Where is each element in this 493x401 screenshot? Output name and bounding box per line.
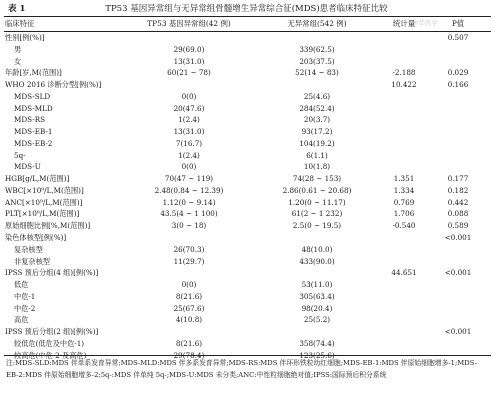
normal-group-value: 48(10.0) <box>301 244 333 254</box>
row-label: MDS-SLD <box>14 91 51 101</box>
normal-group-value: 61(2 ~ 1 232) <box>291 209 343 219</box>
abnormal-group-value: 3(0 ~ 18) <box>171 221 207 231</box>
normal-group-value: 20(3.7) <box>303 115 331 125</box>
row-label: MDS-EB-2 <box>14 138 53 148</box>
normal-group-value: 74(28 ~ 153) <box>292 174 342 184</box>
abnormal-group-value: 25(67.6) <box>173 303 205 313</box>
table-row <box>0 67 493 79</box>
abnormal-group-value: 0(0) <box>181 280 197 290</box>
normal-group-value: 2.86(0.61 ~ 20.68) <box>282 185 352 195</box>
statistic-value: 1.706 <box>393 209 415 219</box>
row-label: WHO 2016 诊断分型[例(%)] <box>5 80 102 90</box>
row-label: 复杂核型 <box>14 244 43 254</box>
p-value: 0.088 <box>447 209 469 219</box>
abnormal-group-value: 4(10.8) <box>175 315 203 325</box>
p-value: 0.029 <box>447 68 469 78</box>
table-row <box>0 32 493 44</box>
bottom-rule <box>4 355 491 356</box>
statistic-value: 10.422 <box>391 80 417 90</box>
abnormal-group-value: 60(21 ~ 78) <box>167 68 211 78</box>
row-label: MDS-EB-1 <box>14 127 53 137</box>
abnormal-group-value: 29(69.0) <box>173 44 205 54</box>
normal-group-value: 339(62.5) <box>299 44 335 54</box>
abnormal-group-value: 20(47.6) <box>173 103 205 113</box>
row-label: 性别[例(%)] <box>5 33 45 42</box>
normal-group-value: 104(19.2) <box>299 138 335 148</box>
table-row <box>0 79 493 91</box>
abnormal-group-value: 1.12(0 ~ 9.14) <box>162 197 216 207</box>
table-row <box>0 279 493 291</box>
abnormal-group-value: 43.5(4 ~ 1 100) <box>160 209 218 219</box>
statistic-value: 1.351 <box>393 174 415 184</box>
row-label: 非复杂核型 <box>14 256 50 266</box>
header-abnormal-group: TP53 基因异常组(42 例) <box>147 19 231 28</box>
table-row <box>0 173 493 185</box>
table-row <box>0 161 493 173</box>
row-label: ANC[×10⁹/L,M(范围)] <box>5 197 83 207</box>
statistic-value: 0.769 <box>393 197 415 207</box>
normal-group-value: 10(1.8) <box>303 162 331 172</box>
table-row <box>0 150 493 162</box>
table-row <box>0 56 493 68</box>
normal-group-value: 1.20(0 ~ 11.17) <box>288 197 346 207</box>
row-label: 男 <box>14 44 22 54</box>
table-row <box>0 338 493 350</box>
p-value: 0.507 <box>447 33 469 42</box>
row-label: MDS-RS <box>14 115 46 125</box>
table-row <box>0 126 493 138</box>
row-label: 原始细胞比例[%,M(范围)] <box>5 221 91 231</box>
normal-group-value: 52(14 ~ 83) <box>295 68 339 78</box>
normal-group-value: 358(74.4) <box>299 338 335 348</box>
table-row <box>0 197 493 209</box>
normal-group-value: 98(20.4) <box>301 303 333 313</box>
row-label: 较低危(低危及中危-1) <box>14 338 85 348</box>
table-body <box>0 32 493 361</box>
abnormal-group-value: 70(47 ~ 119) <box>164 174 214 184</box>
table-number: 表 1 <box>8 4 26 14</box>
header-p-value: P值 <box>451 19 465 28</box>
row-label: MDS-U <box>14 162 41 172</box>
normal-group-value: 203(37.5) <box>299 56 335 66</box>
row-label: WBC[×10⁹/L,M(范围)] <box>5 185 84 195</box>
header-feature: 临床特征 <box>5 19 35 28</box>
row-label: 女 <box>14 56 22 66</box>
table-footnote: 注:MDS-SLD:MDS 伴单系发育异常;MDS-MLD:MDS 伴多系发育异常;MDS-RS:MDS 伴环形铁粒幼红细胞;MDS-EB-1:MDS 伴原始细胞增多-1;MDS-EB-2:MDS 伴原始细胞增多-2;5q-:MDS 伴单纯 5q-;MDS-U:MDS 未分类;ANC:中性粒细胞绝对值;IPSS:国际预后积分系统 <box>6 359 477 379</box>
table-row <box>0 232 493 244</box>
normal-group-value: 93(17.2) <box>301 127 333 137</box>
table-row <box>0 208 493 220</box>
statistic-value: -0.540 <box>392 221 416 231</box>
table-row <box>0 244 493 256</box>
p-value: <0.001 <box>444 233 472 243</box>
table-row <box>0 44 493 56</box>
row-label: IPSS 预后分组(2 组)[例(%)] <box>5 327 99 337</box>
normal-group-value: 25(4.6) <box>303 91 331 101</box>
row-label: 中危-2 <box>14 303 36 313</box>
table-caption <box>0 2 493 16</box>
table-title: TP53 基因异常组与无异常组骨髓增生异常综合征(MDS)患者临床特征比较 <box>105 4 388 14</box>
row-label: 高危 <box>14 315 29 325</box>
table-row <box>0 138 493 150</box>
p-value: 0.166 <box>447 80 469 90</box>
table-row <box>0 91 493 103</box>
normal-group-value: 2.5(0 ~ 19.5) <box>292 221 342 231</box>
table-row <box>0 303 493 315</box>
statistic-value: 44.651 <box>391 268 417 278</box>
watermark: 中华医学 <box>412 19 438 27</box>
table-row <box>0 314 493 326</box>
abnormal-group-value: 13(31.0) <box>173 56 205 66</box>
header-normal-group: 无异常组(542 例) <box>287 19 347 28</box>
table-row <box>0 185 493 197</box>
abnormal-group-value: 1(2.4) <box>178 150 200 160</box>
p-value: <0.001 <box>444 327 472 337</box>
abnormal-group-value: 1(2.4) <box>178 115 200 125</box>
row-label: 染色体核型[例(%)] <box>5 233 67 243</box>
p-value: <0.001 <box>444 268 472 278</box>
abnormal-group-value: 0(0) <box>181 91 197 101</box>
normal-group-value: 305(63.4) <box>299 291 335 301</box>
row-label: HGB[g/L,M(范围)] <box>5 174 70 184</box>
normal-group-value: 25(5.2) <box>303 315 331 325</box>
p-value: 0.442 <box>447 197 469 207</box>
table-row <box>0 326 493 338</box>
table-row <box>0 220 493 232</box>
abnormal-group-value: 7(16.7) <box>175 138 203 148</box>
table-row <box>0 291 493 303</box>
statistic-value: 1.334 <box>393 185 415 195</box>
abnormal-group-value: 26(70.3) <box>173 244 205 254</box>
abnormal-group-value: 13(31.0) <box>173 127 205 137</box>
abnormal-group-value: 8(21.6) <box>175 338 203 348</box>
p-value: 0.589 <box>447 221 469 231</box>
statistic-value: -2.188 <box>392 68 416 78</box>
table-row <box>0 103 493 115</box>
row-label: MDS-MLD <box>14 103 53 113</box>
table-row <box>0 256 493 268</box>
table-row <box>0 114 493 126</box>
abnormal-group-value: 11(29.7) <box>173 256 205 266</box>
abnormal-group-value: 0(0) <box>181 162 197 172</box>
abnormal-group-value: 8(21.6) <box>175 291 203 301</box>
normal-group-value: 433(90.0) <box>299 256 335 266</box>
p-value: 0.182 <box>447 185 469 195</box>
normal-group-value: 53(11.0) <box>301 280 333 290</box>
abnormal-group-value: 2.48(0.84 ~ 12.39) <box>154 185 224 195</box>
table-row <box>0 267 493 279</box>
row-label: IPSS 预后分组(4 组)[例(%)] <box>5 268 99 278</box>
row-label: 低危 <box>14 280 29 290</box>
row-label: 中危-1 <box>14 291 36 301</box>
row-label: 年龄[岁,M(范围)] <box>5 68 62 78</box>
normal-group-value: 6(1.1) <box>306 150 328 160</box>
row-label: 5q- <box>14 150 26 160</box>
header-statistic: 统计量 <box>392 19 416 28</box>
p-value: 0.177 <box>447 174 469 184</box>
normal-group-value: 284(52.4) <box>299 103 335 113</box>
row-label: PLT[×10⁹/L,M(范围)] <box>5 209 80 219</box>
